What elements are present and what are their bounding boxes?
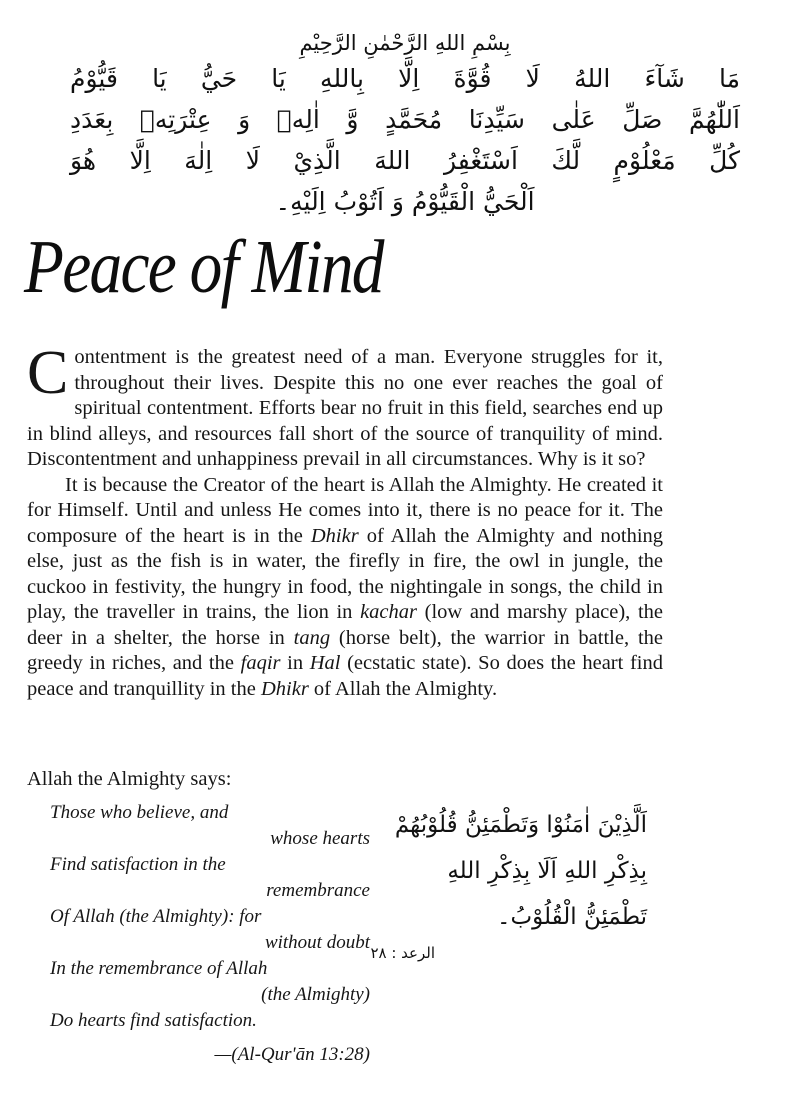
paragraph-intro	[27, 339, 663, 473]
verse-line: In the remembrance of Allah	[50, 958, 268, 979]
arabic-invocation-header	[70, 28, 740, 222]
text-run: It is because the Creator of the heart is Allah the Almighty. He created it for Himself. Until and unless He comes into it, there is no peace for it. The composure of the heart is in the	[27, 473, 663, 547]
verse-translation	[50, 800, 370, 1068]
arabic-verse-line: تَطْمَئِنُّ الْقُلُوْبُ۔	[497, 904, 647, 930]
quote-intro: Allah the Almighty says:	[27, 768, 232, 790]
arabic-verse-line: بِذِكْرِ اللهِ اَلَا بِذِكْرِ اللهِ	[447, 858, 647, 884]
italic-term: Hal	[309, 652, 341, 674]
verse-line: Find satisfaction in the	[50, 854, 226, 875]
arabic-invocation-line: مَا شَآءَ اللهُ لَا قُوَّةَ اِلَّا بِاللهِ يَا حَيُّ يَا قَيُّوْمُ	[70, 64, 740, 93]
surah-reference: الرعد : ۲۸	[370, 944, 435, 962]
italic-term: Dhikr	[260, 677, 309, 700]
basmala: بِسْمِ اللهِ الرَّحْمٰنِ الرَّحِيْمِ	[299, 31, 511, 55]
chapter-title: Peace of Mind	[24, 225, 383, 309]
text-run: of Allah the Almighty.	[308, 677, 498, 700]
verse-line: whose hearts	[270, 828, 370, 849]
text-run: of Allah the Almighty and nothing else, just as the fish is in water, the firefly in fire, the owl in jungle, the cuckoo in festivity, the hungry in food, the nightingale in songs, the child in play, the traveller in trains, the lion in	[27, 524, 664, 623]
arabic-verse-line: اَلَّذِيْنَ اٰمَنُوْا وَتَطْمَئِنُّ قُلُوْبُهُمْ	[394, 812, 647, 838]
text-run: in	[280, 652, 310, 674]
arabic-invocation-line: اَللّٰهُمَّ صَلِّ عَلٰى سَيِّدِنَا مُحَمَّدٍ وَّ اٰلِهٖ وَ عِتْرَتِهٖ بِعَدَدِ	[70, 105, 740, 134]
paragraph-explanation	[27, 473, 663, 703]
text-run: (horse belt), the warrior in battle, the greedy in riches, and the	[27, 626, 663, 674]
quran-citation: —(Al-Qur'ān 13:28)	[214, 1044, 370, 1065]
italic-term: faqir	[240, 652, 281, 674]
verse-line: Do hearts find satisfaction.	[50, 1010, 257, 1031]
italic-term: kachar	[360, 601, 418, 623]
arabic-invocation-line: اَلْحَيُّ الْقَيُّوْمُ وَ اَتُوْبُ اِلَيْهِ۔	[275, 187, 535, 216]
italic-term: Dhikr	[310, 524, 359, 547]
arabic-verse	[370, 802, 647, 962]
italic-term: tang	[293, 626, 331, 649]
verse-line: without doubt	[264, 932, 370, 953]
paragraph-text: ontentment is the greatest need of a man. Everyone struggles for it, throughout their lives. Despite this no one ever reaches the goal of spiritual contentment. Efforts bear no fruit in this field, searches end up in blind alleys, and resources fall short of the source of tranquility of mind. Discontentment and unhappiness prevail in all circumstances. Why is it so?	[27, 346, 663, 470]
text-run: (ecstatic state). So does the heart find peace and tranquillity in the	[27, 652, 663, 700]
text-run: (low and marshy place), the deer in a shelter, the horse in	[27, 601, 663, 649]
verse-line: Those who believe, and	[50, 802, 229, 823]
drop-cap: C	[27, 339, 69, 407]
verse-line: remembrance	[266, 880, 370, 901]
arabic-invocation-line: كُلِّ مَعْلُوْمٍ لَّكَ اَسْتَغْفِرُ اللهَ الَّذِيْ لَا اِلٰهَ اِلَّا هُوَ	[70, 146, 740, 175]
verse-line: Of Allah (the Almighty): for	[50, 906, 262, 927]
body-text	[27, 339, 664, 702]
verse-line: (the Almighty)	[261, 984, 370, 1005]
